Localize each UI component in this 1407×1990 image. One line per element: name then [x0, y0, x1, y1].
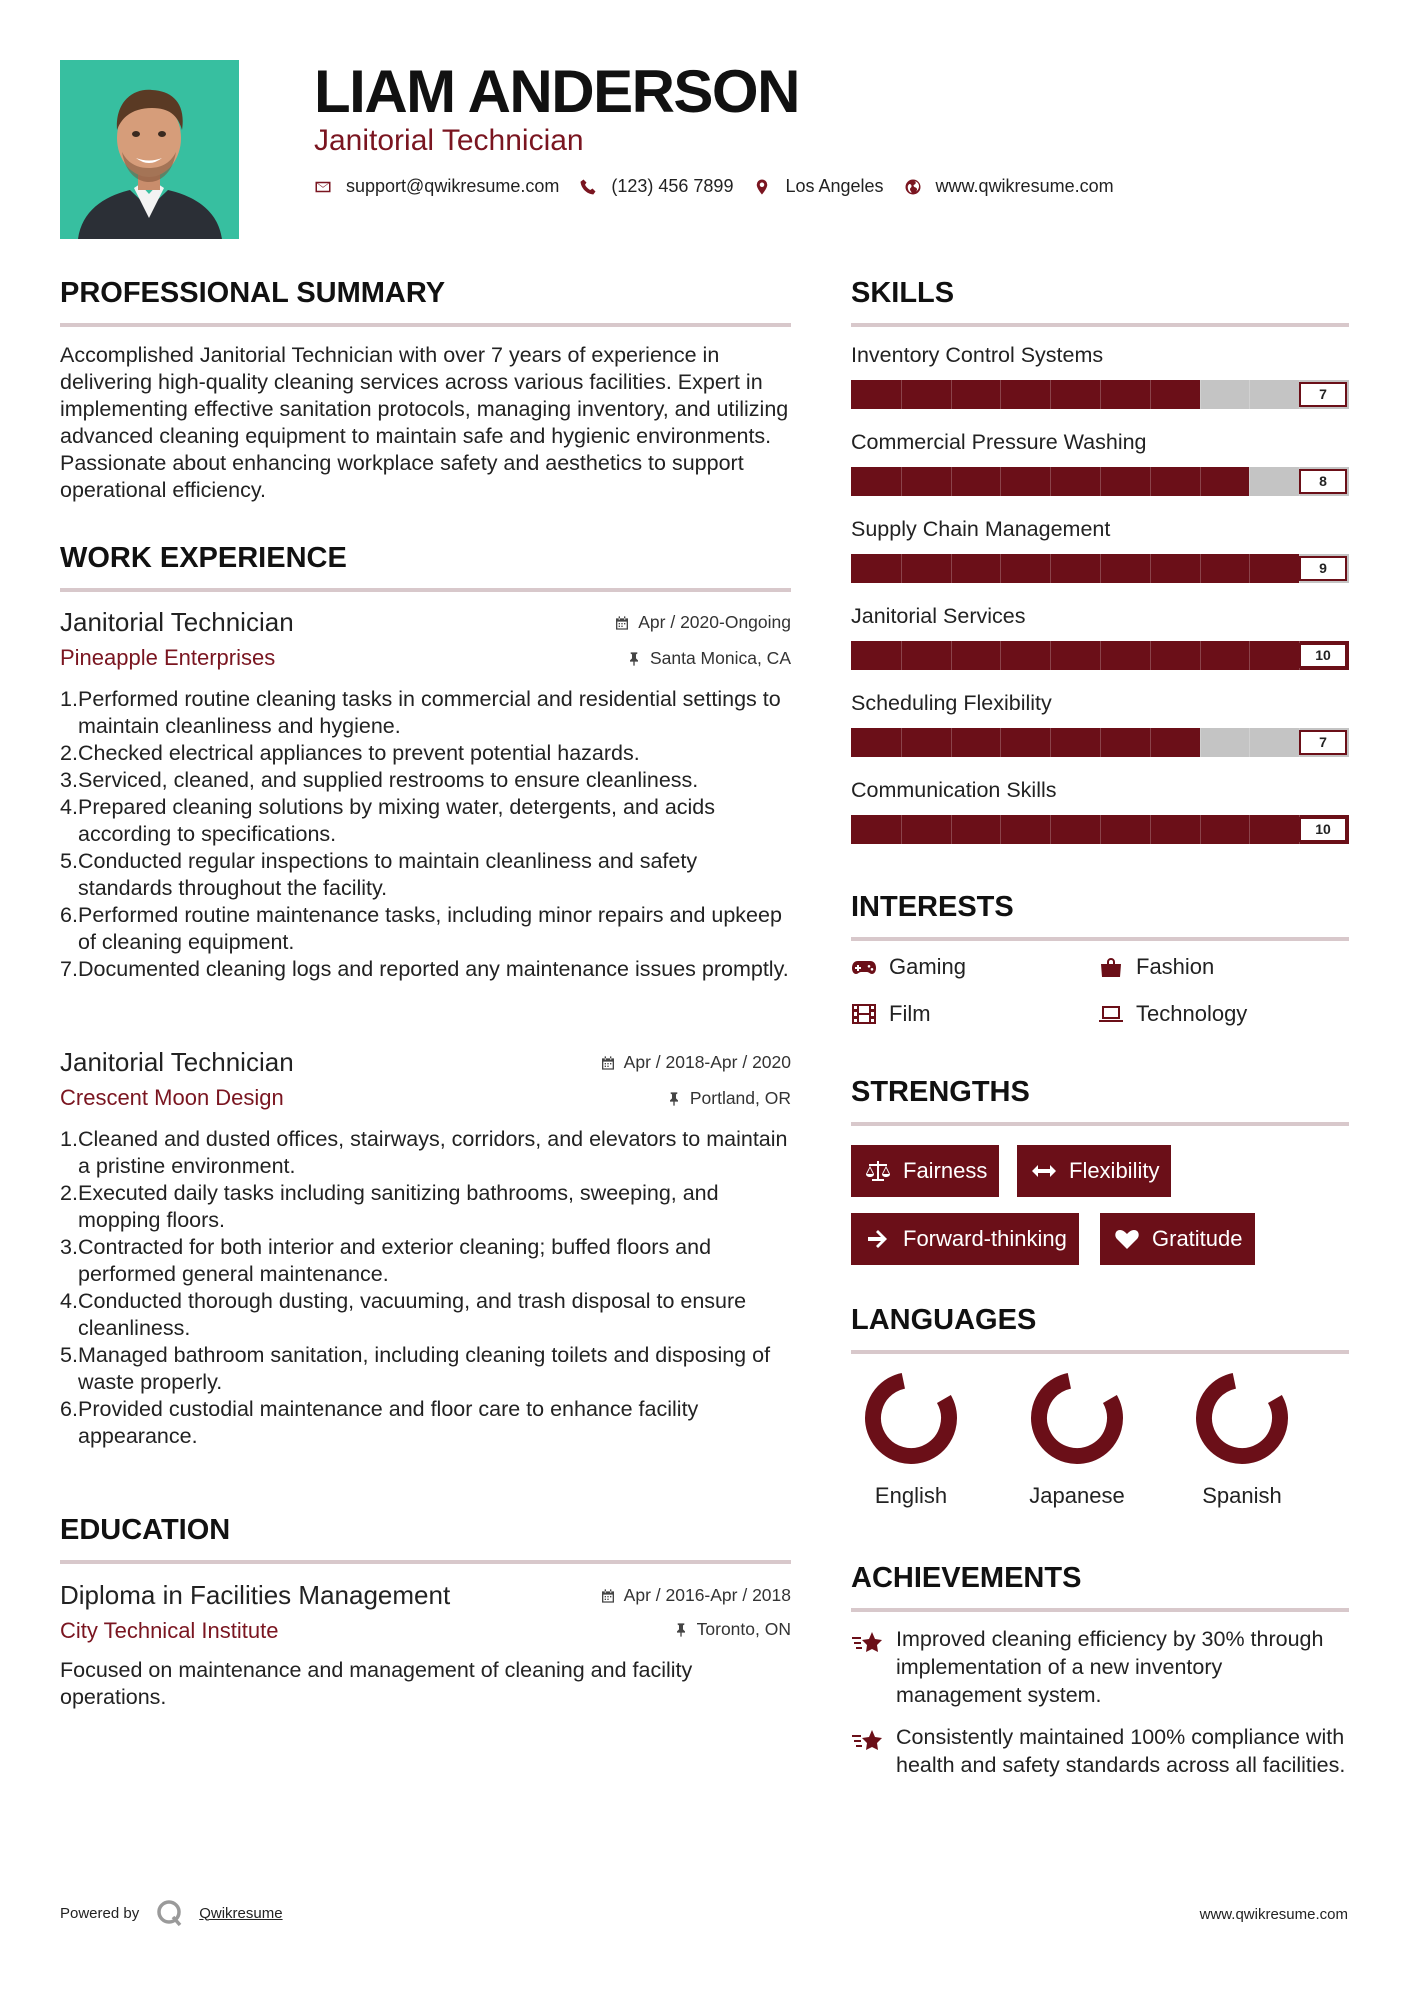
- languages-section: [851, 1303, 1349, 1354]
- email-text: support@qwikresume.com: [346, 176, 560, 196]
- bullet-text: Cleaned and dusted offices, stairways, corridors, and elevators to maintain a pristine environment.: [78, 1127, 788, 1178]
- language-label: Spanish: [1202, 1483, 1282, 1508]
- section-divider: [851, 323, 1349, 327]
- contact-email[interactable]: [314, 176, 559, 197]
- phone-text: (123) 456 7899: [611, 176, 734, 196]
- interest-label: Film: [889, 1001, 931, 1026]
- list-item: 1. Performed routine cleaning tasks in commercial and residential settings to maintain cleanliness and hygiene.: [60, 687, 781, 738]
- heart-icon: [1114, 1228, 1140, 1250]
- skill-bar-segment: [1100, 380, 1101, 409]
- skill-bar-segment: [951, 728, 952, 757]
- skill-bar: [851, 641, 1349, 670]
- bullet-text: Managed bathroom sanitation, including cleaning toilets and disposing of waste properly.: [78, 1343, 771, 1394]
- skill-bar-segment: [901, 815, 902, 844]
- list-item: 2. Executed daily tasks including sanitizing bathrooms, sweeping, and mopping floors.: [60, 1181, 719, 1232]
- brand-link[interactable]: Qwikresume: [199, 1904, 283, 1922]
- profile-photo: [60, 60, 239, 239]
- school-name: City Technical Institute: [60, 1618, 279, 1643]
- interest-label: Technology: [1136, 1001, 1248, 1026]
- skill-bar-segment: [901, 467, 902, 496]
- interest-label: Fashion: [1136, 954, 1215, 979]
- achievement-text: Consistently maintained 100% compliance with health and safety standards across all facilities.: [896, 1725, 1346, 1777]
- skill-bar-segment: [1050, 554, 1051, 583]
- job-bullets: [60, 1126, 790, 1450]
- skill-score: 7: [1299, 730, 1347, 755]
- list-item: 5. Managed bathroom sanitation, including cleaning toilets and disposing of waste properly.: [60, 1343, 771, 1394]
- skill-bar-segment: [1249, 467, 1250, 496]
- achievements-section: [851, 1561, 1349, 1612]
- skill-score: 10: [1299, 643, 1347, 668]
- job-location: [626, 648, 791, 669]
- job-dates-text: Apr / 2018-Apr / 2020: [623, 1052, 791, 1072]
- pushpin-icon: [673, 1622, 689, 1638]
- skill-bar-segment: [1100, 554, 1101, 583]
- list-item: 6. Provided custodial maintenance and floor care to enhance facility appearance.: [60, 1397, 699, 1448]
- interests-section: [851, 890, 1349, 941]
- skill-item: [851, 428, 1349, 489]
- bullet-text: Performed routine cleaning tasks in commercial and residential settings to maintain cleanliness and hygiene.: [78, 687, 781, 738]
- interest-item: [1098, 954, 1214, 980]
- skill-bar-segment: [951, 815, 952, 844]
- job-bullets: [60, 686, 790, 983]
- skill-bar-segment: [951, 554, 952, 583]
- language-progress-ring: [863, 1370, 959, 1466]
- job-company: Crescent Moon Design: [60, 1085, 284, 1110]
- film-icon: [851, 1003, 877, 1025]
- list-item: 3. Contracted for both interior and exterior cleaning; buffed floors and performed general maintenance.: [60, 1235, 712, 1286]
- interest-item: [851, 954, 966, 980]
- skill-bar-segment: [901, 380, 902, 409]
- job-dates: [614, 612, 791, 633]
- skill-bar-segment: [951, 467, 952, 496]
- skill-bar-segment: [1249, 728, 1250, 757]
- skill-name: Supply Chain Management: [851, 517, 1111, 541]
- location-text: Los Angeles: [785, 176, 884, 196]
- bullet-text: Performed routine maintenance tasks, including minor repairs and upkeep of cleaning equipment.: [78, 903, 782, 954]
- calendar-icon: [600, 1055, 616, 1071]
- skill-item: [851, 776, 1349, 837]
- skill-bar-segment: [1200, 641, 1201, 670]
- strength-tag: [1100, 1213, 1255, 1265]
- skill-bar: [851, 467, 1349, 496]
- job-dates-text: Apr / 2020-Ongoing: [638, 612, 791, 632]
- strength-tag: [851, 1145, 999, 1197]
- skill-name: Scheduling Flexibility: [851, 691, 1052, 715]
- experience-heading: WORK EXPERIENCE: [60, 542, 347, 574]
- skill-bar-segment: [1000, 728, 1001, 757]
- skill-score: 10: [1299, 817, 1347, 842]
- skill-bar-segment: [1200, 467, 1201, 496]
- education-location: [673, 1619, 791, 1640]
- skill-name: Janitorial Services: [851, 604, 1026, 628]
- skill-bar-segment: [1150, 815, 1151, 844]
- job-title: Janitorial Technician: [60, 1047, 294, 1077]
- interest-label: Gaming: [889, 954, 967, 979]
- list-item: 1. Cleaned and dusted offices, stairways, corridors, and elevators to maintain a pristine environment.: [60, 1127, 788, 1178]
- skill-bar-segment: [1000, 467, 1001, 496]
- bullet-text: Checked electrical appliances to prevent potential hazards.: [78, 741, 640, 765]
- bullet-text: Conducted regular inspections to maintain cleanliness and safety standards throughout the facility.: [78, 849, 698, 900]
- skill-name: Communication Skills: [851, 778, 1057, 802]
- strengths-section: [851, 1075, 1349, 1126]
- skill-bar-segment: [1050, 815, 1051, 844]
- language-progress-ring: [1029, 1370, 1125, 1466]
- bullet-text: Contracted for both interior and exterior cleaning; buffed floors and performed general maintenance.: [78, 1235, 712, 1286]
- language-progress-ring: [1194, 1370, 1290, 1466]
- strength-label: Gratitude: [1152, 1226, 1243, 1251]
- skill-name: Commercial Pressure Washing: [851, 430, 1147, 454]
- skill-bar-segment: [1150, 467, 1151, 496]
- shooting-star-icon: [851, 1728, 885, 1754]
- skills-section: [851, 276, 1349, 327]
- skill-bar-segment: [1000, 380, 1001, 409]
- skill-bar-segment: [1150, 554, 1151, 583]
- interest-item: [1098, 1001, 1247, 1027]
- skill-bar-segment: [1050, 467, 1051, 496]
- skill-bar-segment: [1050, 728, 1051, 757]
- job-title: Janitorial Technician: [60, 607, 294, 637]
- achievements-heading: ACHIEVEMENTS: [851, 1562, 1082, 1594]
- interest-item: [851, 1001, 931, 1027]
- list-item: 4. Prepared cleaning solutions by mixing water, detergents, and acids according to specifications.: [60, 795, 716, 846]
- skill-bar: [851, 815, 1349, 844]
- section-divider: [851, 1350, 1349, 1354]
- job-company: Pineapple Enterprises: [60, 645, 276, 670]
- candidate-name: LIAM ANDERSON: [314, 58, 799, 125]
- job-dates: [600, 1052, 791, 1073]
- avatar: [60, 60, 239, 239]
- skill-item: [851, 515, 1349, 576]
- envelope-icon: [314, 178, 332, 196]
- section-divider: [851, 1608, 1349, 1612]
- list-item: 5. Conducted regular inspections to maintain cleanliness and safety standards throughout the facility.: [60, 849, 698, 900]
- footer-powered-by: [60, 1898, 283, 1928]
- calendar-icon: [600, 1588, 616, 1604]
- pushpin-icon: [666, 1091, 682, 1107]
- skill-bar-segment: [1150, 641, 1151, 670]
- laptop-icon: [1098, 1003, 1124, 1025]
- skill-bar-segment: [1100, 815, 1101, 844]
- skill-bar-segment: [1249, 380, 1250, 409]
- bullet-text: Conducted thorough dusting, vacuuming, and trash disposal to ensure cleanliness.: [78, 1289, 747, 1340]
- list-item: 6. Performed routine maintenance tasks, including minor repairs and upkeep of cleaning equipment.: [60, 903, 782, 954]
- pushpin-icon: [626, 651, 642, 667]
- skill-bar-segment: [1150, 728, 1151, 757]
- strength-tag: [1017, 1145, 1171, 1197]
- skill-bar-segment: [1000, 641, 1001, 670]
- footer-website[interactable]: www.qwikresume.com: [1199, 1906, 1348, 1923]
- education-dates: [600, 1585, 791, 1606]
- language-progress-arc: [863, 1370, 959, 1466]
- language-progress-arc: [1029, 1370, 1125, 1466]
- bullet-text: Executed daily tasks including sanitizing bathrooms, sweeping, and mopping floors.: [78, 1181, 719, 1232]
- skill-score: 8: [1299, 469, 1347, 494]
- list-item: 4. Conducted thorough dusting, vacuuming, and trash disposal to ensure cleanliness.: [60, 1289, 747, 1340]
- skill-bar-segment: [901, 554, 902, 583]
- balance-scale-icon: [865, 1160, 891, 1182]
- skill-bar-segment: [1249, 815, 1250, 844]
- skill-bar-fill: [851, 554, 1299, 583]
- strength-label: Flexibility: [1069, 1158, 1160, 1183]
- website-text: www.qwikresume.com: [935, 176, 1114, 196]
- double-arrow-icon: [1031, 1160, 1057, 1182]
- strength-label: Forward-thinking: [903, 1226, 1067, 1251]
- skill-name: Inventory Control Systems: [851, 343, 1104, 367]
- section-divider: [60, 588, 791, 592]
- phone-icon: [579, 178, 597, 196]
- education-description: Focused on maintenance and management of cleaning and facility operations.: [60, 1658, 693, 1709]
- job-location-text: Santa Monica, CA: [649, 648, 791, 668]
- skill-item: [851, 602, 1349, 663]
- bullet-text: Serviced, cleaned, and supplied restrooms to ensure cleanliness.: [78, 768, 699, 792]
- skill-bar-segment: [1100, 728, 1101, 757]
- gamepad-icon: [851, 956, 877, 978]
- summary-heading: PROFESSIONAL SUMMARY: [60, 277, 446, 309]
- calendar-icon: [614, 615, 630, 631]
- skill-bar-segment: [901, 728, 902, 757]
- skill-bar-segment: [1200, 815, 1201, 844]
- skill-bar-fill: [851, 728, 1200, 757]
- skill-score: 7: [1299, 382, 1347, 407]
- job-location: [666, 1088, 791, 1109]
- strengths-heading: STRENGTHS: [851, 1076, 1030, 1108]
- skill-score: 9: [1299, 556, 1347, 581]
- qwikresume-logo-icon: [155, 1898, 185, 1928]
- language-item: [1017, 1370, 1137, 1509]
- education-dates-text: Apr / 2016-Apr / 2018: [623, 1585, 791, 1605]
- job-location-text: Portland, OR: [689, 1088, 791, 1108]
- skill-bar-segment: [1200, 380, 1201, 409]
- skill-bar-segment: [1200, 554, 1201, 583]
- language-item: [851, 1370, 971, 1509]
- summary-section: [60, 276, 791, 327]
- arrow-right-icon: [865, 1228, 891, 1250]
- globe-icon: [904, 178, 922, 196]
- skill-item: [851, 689, 1349, 750]
- interests-heading: INTERESTS: [851, 891, 1014, 923]
- skill-item: [851, 341, 1349, 402]
- education-section: [60, 1513, 791, 1564]
- skill-bar-segment: [1100, 467, 1101, 496]
- skill-bar: [851, 554, 1349, 583]
- experience-section: [60, 541, 791, 592]
- contact-bar: [314, 176, 1134, 197]
- skill-bar-segment: [901, 641, 902, 670]
- skill-bar-segment: [1249, 554, 1250, 583]
- summary-text: Accomplished Janitorial Technician with over 7 years of experience in delivering high-quality cleaning services across various facilities. Expert in implementing effective sanitation protocols, managing inventory, and utilizing advanced cleaning equipment to maintain safe and hygienic environments. Passionate about enhancing workplace safety and aesthetics to support operational efficiency.: [60, 343, 789, 502]
- skill-bar-segment: [951, 380, 952, 409]
- language-label: Japanese: [1029, 1483, 1125, 1508]
- bullet-text: Documented cleaning logs and reported any maintenance issues promptly.: [78, 957, 789, 981]
- bullet-text: Prepared cleaning solutions by mixing water, detergents, and acids according to specifications.: [78, 795, 716, 846]
- skill-bar-segment: [951, 641, 952, 670]
- language-label: English: [874, 1483, 948, 1508]
- shopping-bag-icon: [1098, 956, 1124, 978]
- education-location-text: Toronto, ON: [696, 1619, 791, 1639]
- section-divider: [60, 1560, 791, 1564]
- skill-bar-segment: [1000, 554, 1001, 583]
- section-divider: [851, 1122, 1349, 1126]
- list-item: 2. Checked electrical appliances to prevent potential hazards.: [60, 741, 640, 765]
- skill-bar-segment: [1150, 380, 1151, 409]
- skill-bar-segment: [1100, 641, 1101, 670]
- list-item: 3. Serviced, cleaned, and supplied restrooms to ensure cleanliness.: [60, 768, 699, 792]
- map-pin-icon: [753, 178, 771, 196]
- skill-bar-segment: [1050, 380, 1051, 409]
- bullet-text: Provided custodial maintenance and floor care to enhance facility appearance.: [78, 1397, 699, 1448]
- list-item: 7. Documented cleaning logs and reported any maintenance issues promptly.: [60, 957, 789, 981]
- skills-heading: SKILLS: [851, 277, 955, 309]
- strength-label: Fairness: [903, 1158, 988, 1183]
- skill-bar: [851, 380, 1349, 409]
- skill-bar: [851, 728, 1349, 757]
- achievement-text: Improved cleaning efficiency by 30% through implementation of a new inventory management system.: [896, 1627, 1324, 1707]
- skill-bar-segment: [1249, 641, 1250, 670]
- education-heading: EDUCATION: [60, 1514, 231, 1546]
- contact-phone[interactable]: [579, 176, 733, 197]
- languages-heading: LANGUAGES: [851, 1304, 1037, 1336]
- section-divider: [851, 937, 1349, 941]
- skill-bar-segment: [1200, 728, 1201, 757]
- skill-bar-fill: [851, 380, 1200, 409]
- skill-bar-segment: [1000, 815, 1001, 844]
- section-divider: [60, 323, 791, 327]
- powered-by-label: Powered by: [60, 1904, 140, 1922]
- strength-tag: [851, 1213, 1079, 1265]
- degree-title: Diploma in Facilities Management: [60, 1580, 451, 1610]
- contact-website[interactable]: [904, 176, 1114, 197]
- language-progress-arc: [1194, 1370, 1290, 1466]
- candidate-title: Janitorial Technician: [314, 124, 584, 157]
- shooting-star-icon: [851, 1630, 885, 1656]
- language-item: [1182, 1370, 1302, 1509]
- skill-bar-segment: [1050, 641, 1051, 670]
- contact-location: [753, 176, 883, 197]
